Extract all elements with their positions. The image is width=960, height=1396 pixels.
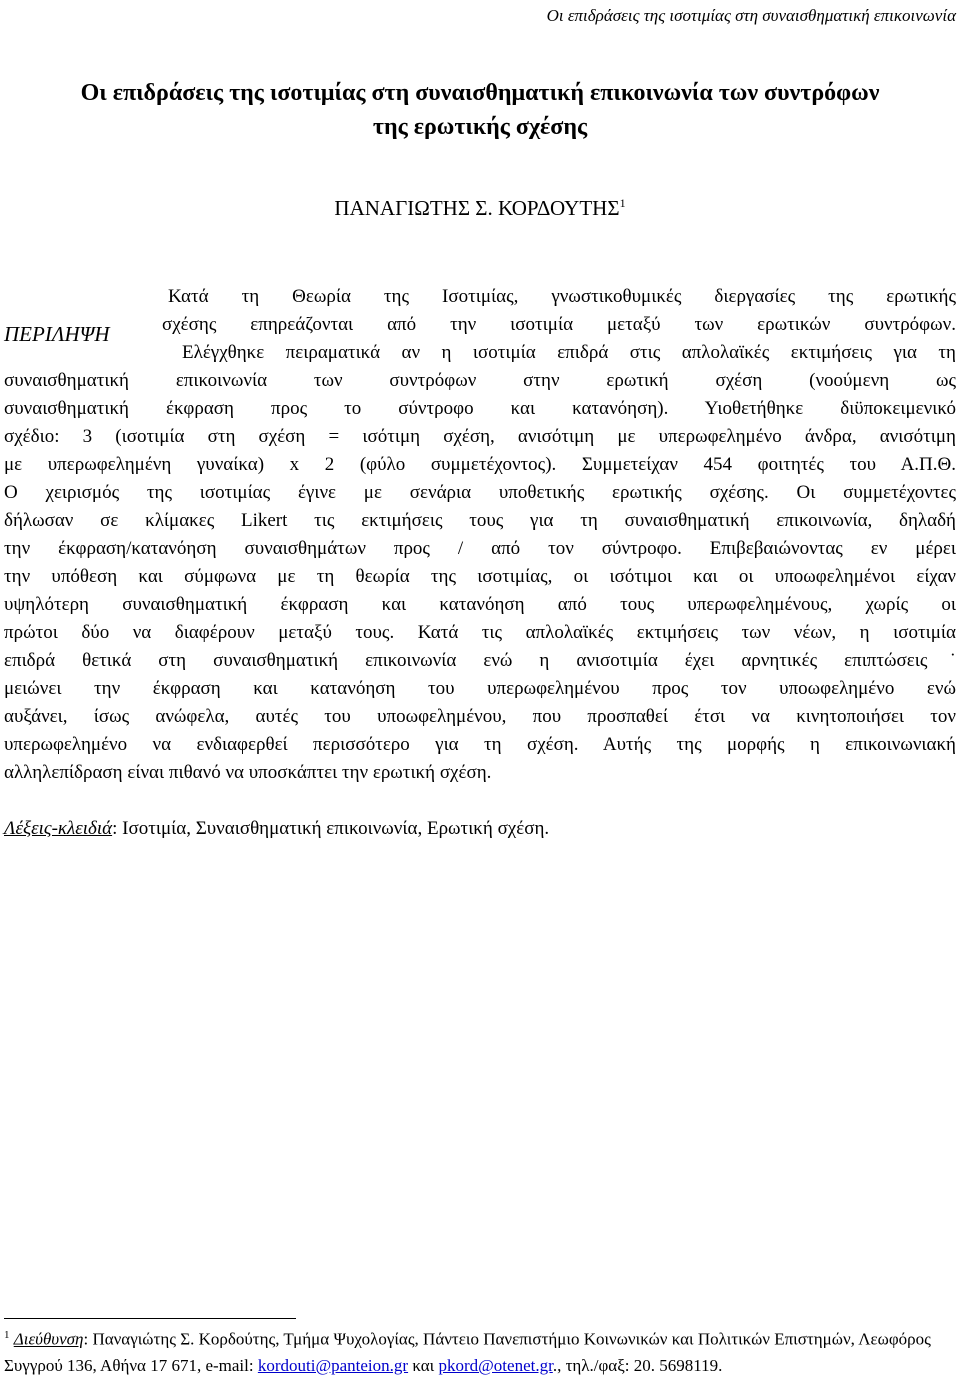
paper-title bbox=[0, 76, 960, 144]
abstract-line: επιδρά θετικά στη συναισθηματική επικοινωνία ενώ η ανισοτιμία έχει αρνητικές επιπτώσεις˙ bbox=[4, 650, 956, 671]
abstract-line: συναισθηματική επικοινωνία των συντρόφων στην ερωτική σχέση (νοούμενη ως bbox=[4, 370, 956, 391]
footnote-text-2: και bbox=[408, 1355, 439, 1375]
footnote bbox=[4, 1322, 954, 1379]
email-link-pkord[interactable]: pkord@otenet.gr bbox=[438, 1355, 553, 1375]
keywords bbox=[4, 818, 549, 840]
abstract-line: δήλωσαν σε κλίμακες Likert τις εκτιμήσεις τους για τη συναισθηματική επικοινωνία, δηλαδή bbox=[4, 510, 956, 531]
abstract-line: Κατά τη Θεωρία της Ισοτιμίας, γνωστικοθυμικές διεργασίες της ερωτικής bbox=[168, 286, 956, 307]
running-header: Οι επιδράσεις της ισοτιμίας στη συναισθηματική επικοινωνία bbox=[546, 6, 956, 25]
keywords-text: Ισοτιμία, Συναισθηματική επικοινωνία, Ερωτική σχέση. bbox=[117, 818, 550, 839]
abstract-line: υψηλότερη συναισθηματική έκφραση και κατανόηση από τους υπερωφελημένους, χωρίς οι bbox=[4, 594, 956, 615]
keywords-separator: : bbox=[112, 818, 118, 839]
footnote-mark: 1 bbox=[4, 1329, 10, 1341]
abstract-label: ΠΕΡΙΛΗΨΗ bbox=[4, 322, 110, 346]
email-link-kordouti[interactable]: kordouti@panteion.gr bbox=[257, 1355, 409, 1375]
abstract-line: την έκφραση/κατανόηση συναισθημάτων προς / από τον σύντροφο. Επιβεβαιώνοντας εν μέρει bbox=[4, 538, 956, 559]
footnote-text-3: ., τηλ./φαξ: 20. 5698119. bbox=[552, 1355, 723, 1375]
author bbox=[0, 196, 960, 221]
abstract-line: Ελέγχθηκε πειραματικά αν η ισοτιμία επιδρά στις απλολαϊκές εκτιμήσεις για τη bbox=[182, 342, 956, 363]
abstract-line: πρώτοι δύο να διαφέρουν μεταξύ τους. Κατά τις απλολαϊκές εκτιμήσεις των νέων, η ισοτιμία bbox=[4, 622, 956, 643]
footnote-divider bbox=[4, 1318, 296, 1319]
abstract-line: σχέσης επηρεάζονται από την ισοτιμία μεταξύ των ερωτικών συντρόφων. bbox=[162, 314, 956, 335]
author-footnote-mark[interactable]: 1 bbox=[619, 196, 626, 210]
title-line-2: της ερωτικής σχέσης bbox=[372, 114, 588, 140]
title-line-1: Οι επιδράσεις της ισοτιμίας στη συναισθηματική επικοινωνία των συντρόφων bbox=[80, 80, 880, 106]
footnote-text-1: : Παναγιώτης Σ. Κορδούτης, Τμήμα Ψυχολογίας, Πάντειο Πανεπιστήμιο Κοινωνικών και Πολιτικών Επιστημών, Λεωφόρος Συγγρού 136, Αθήνα 17 671, e-mail: bbox=[4, 1329, 931, 1375]
abstract-line: μειώνει την έκφραση και κατανόηση του υπερωφελημένου προς τον υποωφελημένο ενώ bbox=[4, 678, 956, 699]
abstract-line: με υπερωφελημένη γυναίκα) x 2 (φύλο συμμετέχοντος). Συμμετείχαν 454 φοιτητές του Α.Π.Θ. bbox=[4, 454, 956, 475]
abstract-line: την υπόθεση και σύμφωνα με τη θεωρία της ισοτιμίας, οι ισότιμοι και οι υποωφελημένοι είχαν bbox=[4, 566, 956, 587]
abstract-line: Ο χειρισμός της ισοτιμίας έγινε με σενάρια υποθετικής ερωτικής σχέσης. Οι συμμετέχοντες bbox=[4, 482, 956, 503]
abstract-line: σχέδιο: 3 (ισοτιμία στη σχέση = ισότιμη σχέση, ανισότιμη με υπερωφελημένο άνδρα, ανισότιμη bbox=[4, 426, 956, 447]
abstract-line: υπερωφελημένο να ενδιαφερθεί περισσότερο για τη σχέση. Αυτής της μορφής η επικοινωνιακή bbox=[4, 734, 956, 755]
keywords-label: Λέξεις-κλειδιά bbox=[4, 818, 113, 839]
author-name: ΠΑΝΑΓΙΩΤΗΣ Σ. ΚΟΡΔΟΥΤΗΣ bbox=[334, 196, 620, 220]
abstract-line: συναισθηματική έκφραση προς το σύντροφο και κατανόηση). Υιοθετήθηκε διϋποκειμενικό bbox=[4, 398, 956, 419]
abstract-line: αλληλεπίδραση είναι πιθανό να υποσκάπτει την ερωτική σχέση. bbox=[4, 762, 492, 783]
abstract-line: αυξάνει, ίσως ανώφελα, αυτές του υποωφελημένου, που προσπαθεί έτσι να κινητοποιήσει τον bbox=[4, 706, 956, 727]
footnote-label: Διεύθυνση bbox=[13, 1329, 84, 1349]
